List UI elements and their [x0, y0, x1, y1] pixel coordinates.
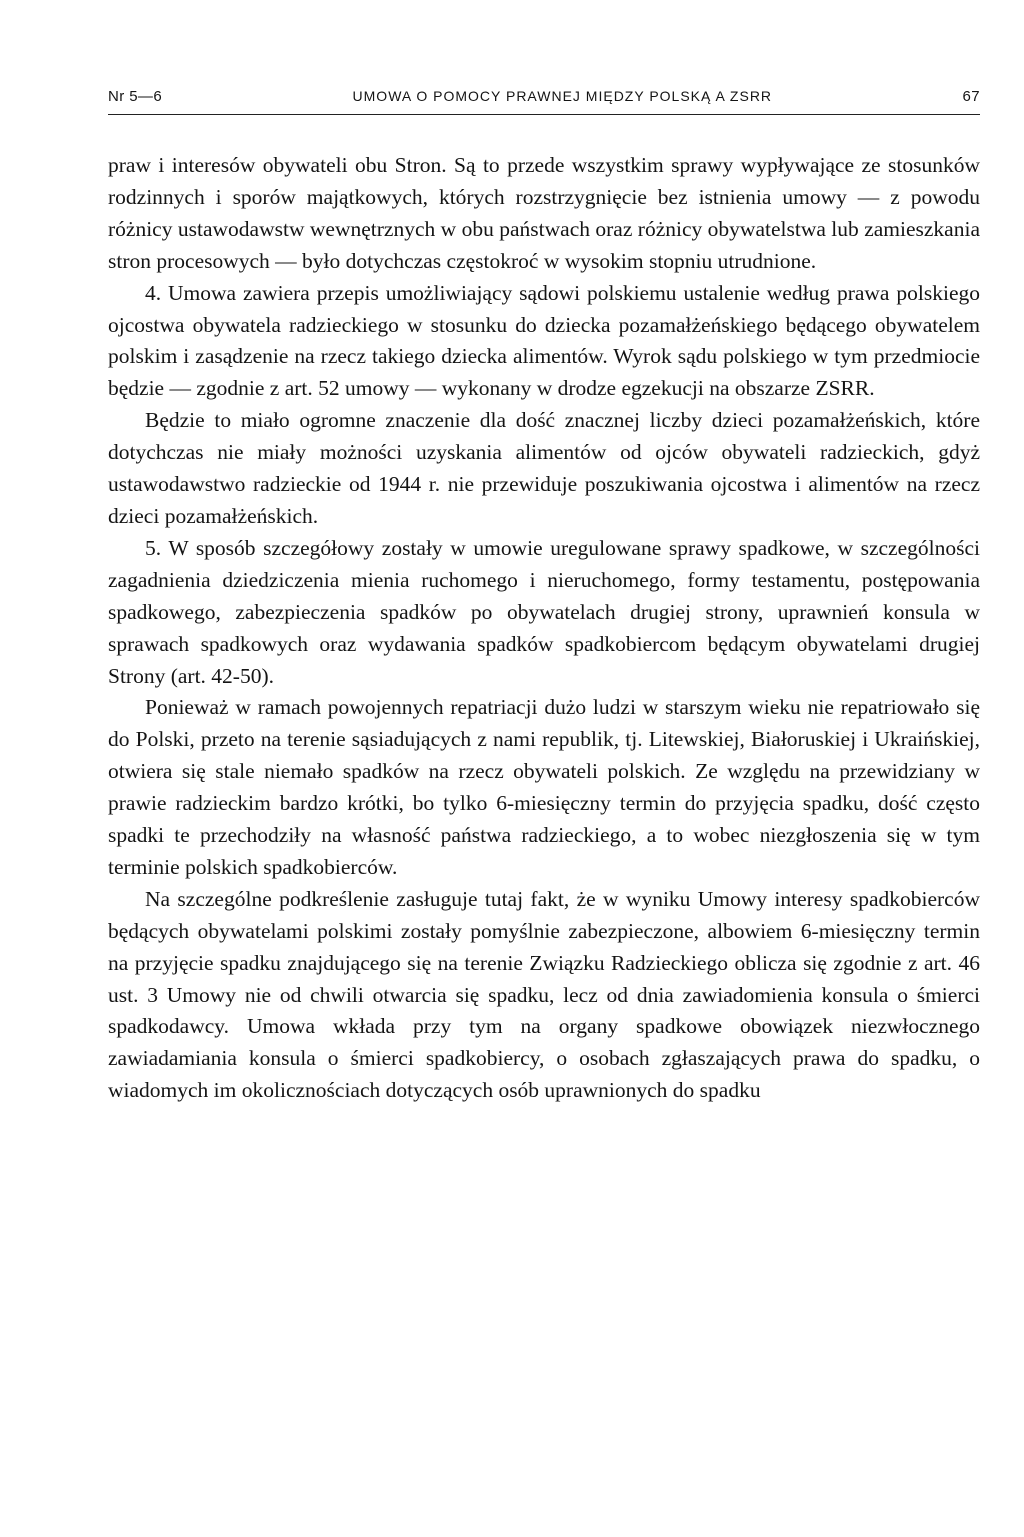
paragraph: Ponieważ w ramach powojennych repatriacji dużo ludzi w starszym wieku nie repatriowało się do Polski, przeto na terenie sąsiadujących z nami republik, tj. Litewskiej, Białoruskiej i Ukraińskiej, otwiera się stale niemało spadków na rzecz obywateli polskich. Ze względu na przewidziany w prawie radzieckim bardzo krótki, bo tylko 6-miesięczny termin do przyjęcia spadku, dość często spadki te przechodziły na własność państwa radzieckiego, a to wobec niezgłoszenia się w tym terminie polskich spadkobierców.: [108, 695, 980, 879]
paragraph: Będzie to miało ogromne znaczenie dla dość znacznej liczby dzieci pozamałżeńskich, które dotychczas nie miały możności uzyskania alimentów od ojców obywateli radzieckich, gdyż ustawodawstwo radzieckie od 1944 r. nie przewiduje poszukiwania ojcostwa i alimentów na rzecz dzieci pozamałżeńskich.: [108, 408, 980, 528]
header-rule: [108, 114, 980, 115]
paragraph: Na szczególne podkreślenie zasługuje tutaj fakt, że w wyniku Umowy interesy spadkobierców będących obywatelami polskimi zostały pomyślnie zabezpieczone, albowiem 6-miesięczny termin na przyjęcie spadku znajdującego się na terenie Związku Radzieckiego oblicza się zgodnie z art. 46 ust. 3 Umowy nie od chwili otwarcia się spadku, lecz od dnia zawiadomienia konsula o śmierci spadkodawcy. Umowa wkłada przy tym na organy spadkowe obowiązek niezwłocznego zawiadamiania konsula o śmierci spadkobiercy, o osobach zgłaszających prawa do spadku, o wiadomych im okolicznościach dotyczących osób uprawnionych do spadku: [108, 886, 980, 1103]
paragraph: praw i interesów obywateli obu Stron. Są to przede wszystkim sprawy wypływające ze stosunków rodzinnych i sporów majątkowych, których rozstrzygnięcie bez istnienia umowy — z powodu różnicy ustawodawstw wewnętrznych w obu państwach oraz różnicy obywatelstwa lub zamieszkania stron procesowych — było dotychczas częstokroć w wysokim stopniu utrudnione.: [108, 153, 980, 273]
running-title: UMOWA O POMOCY PRAWNEJ MIĘDZY POLSKĄ A ZSRR: [352, 88, 773, 104]
page-number: 67: [962, 88, 980, 105]
issue-number: Nr 5—6: [108, 88, 163, 105]
paragraph: 5. W sposób szczegółowy zostały w umowie uregulowane sprawy spadkowe, w szczególności zagadnienia dziedziczenia mienia ruchomego i nieruchomego, formy testamentu, postępowania spadkowego, zabezpieczenia spadków po obywatelach drugiej strony, uprawnień konsula w sprawach spadkowych oraz wydawania spadków spadkobiercom będącym obywatelami drugiej Strony (art. 42-50).: [108, 535, 980, 688]
page: [108, 88, 980, 1103]
running-header: [108, 88, 980, 110]
article-body: [108, 150, 980, 1107]
paragraph: 4. Umowa zawiera przepis umożliwiający sądowi polskiemu ustalenie według prawa polskiego ojcostwa obywatela radzieckiego w stosunku do dziecka pozamałżeńskiego będącego obywatelem polskim i zasądzenie na rzecz takiego dziecka alimentów. Wyrok sądu polskiego w tym przedmiocie będzie — zgodnie z art. 52 umowy — wykonany w drodze egzekucji na obszarze ZSRR.: [108, 280, 980, 401]
